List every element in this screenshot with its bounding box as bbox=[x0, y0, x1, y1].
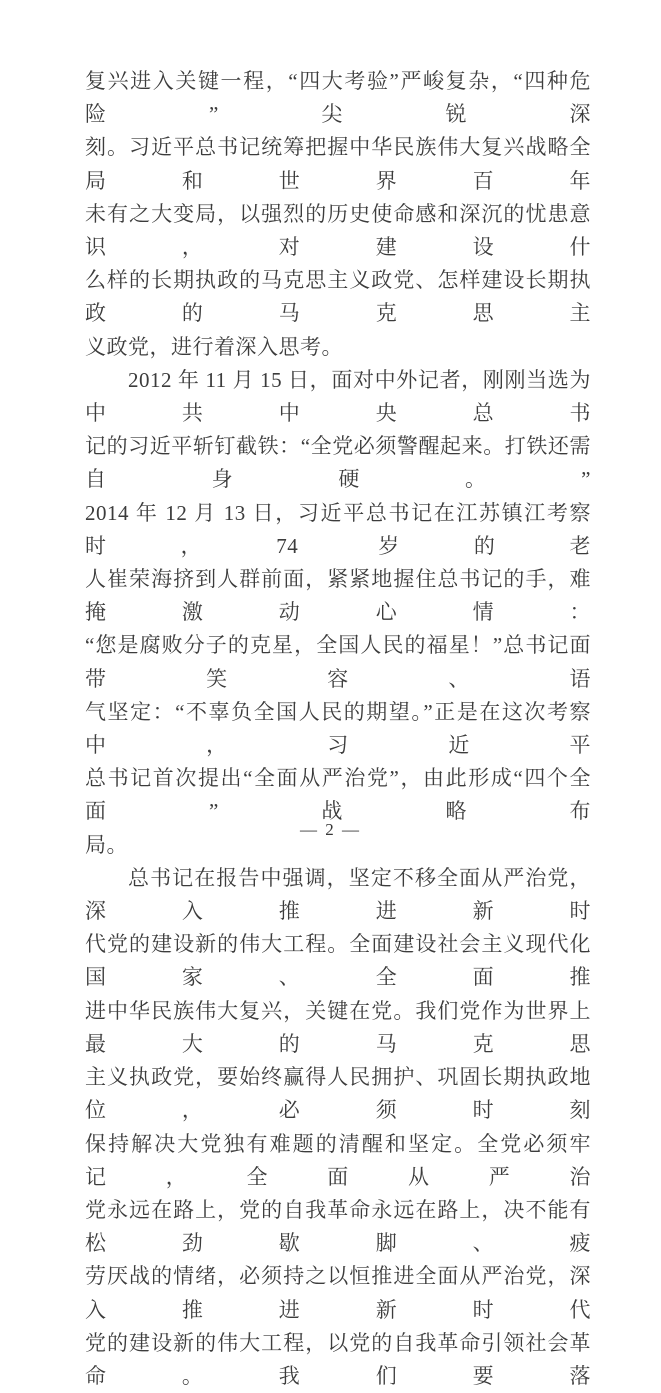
text-line: 2012 年 11 月 15 日，面对中外记者，刚刚当选为中共中央总书 bbox=[85, 367, 591, 426]
text-line: 复兴进入关键一程，“四大考验”严峻复杂，“四种危险”尖锐深 bbox=[85, 69, 591, 127]
text-line: 刻。习近平总书记统筹把握中华民族伟大复兴战略全局和世界百年 bbox=[85, 135, 591, 193]
text-line: 总书记首次提出“全面从严治党”，由此形成“四个全面”战略布 bbox=[85, 766, 591, 824]
text-line: 气坚定：“不辜负全国人民的期望。”正是在这次考察中，习近平 bbox=[85, 699, 591, 758]
text-line: 进中华民族伟大复兴，关键在党。我们党作为世界上最大的马克思 bbox=[85, 998, 591, 1056]
text-line: 义政党，进行着深入思考。 bbox=[85, 334, 343, 359]
text-line: 保持解决大党独有难题的清醒和坚定。全党必须牢记，全面从严治 bbox=[85, 1131, 591, 1189]
paragraph bbox=[85, 862, 591, 1393]
page-number: — 2 — bbox=[300, 820, 361, 839]
text-line: 党永远在路上，党的自我革命永远在路上，决不能有松劲歇脚、疲 bbox=[85, 1197, 591, 1256]
text-line: 劳厌战的情绪，必须持之以恒推进全面从严治党，深入推进新时代 bbox=[85, 1264, 591, 1322]
document-body bbox=[85, 65, 591, 1393]
text-line: 未有之大变局，以强烈的历史使命感和深沉的忧患意识，对建设什 bbox=[85, 201, 591, 260]
text-line: 人崔荣海挤到人群前面，紧紧地握住总书记的手，难掩激动心情： bbox=[85, 567, 591, 625]
text-line: 么样的长期执政的马克思主义政党、怎样建设长期执政的马克思主 bbox=[85, 268, 591, 326]
text-line: “您是腐败分子的克星，全国人民的福星！”总书记面带笑容、语 bbox=[85, 633, 591, 691]
text-line: 记的习近平斩钉截铁：“全党必须警醒起来。打铁还需自身硬。” bbox=[85, 434, 591, 492]
text-line: 党的建设新的伟大工程，以党的自我革命引领社会革命。我们要落 bbox=[85, 1330, 591, 1388]
text-line: 2014 年 12 月 13 日，习近平总书记在江苏镇江考察时，74 岁的老 bbox=[85, 500, 591, 558]
text-line: 代党的建设新的伟大工程。全面建设社会主义现代化国家、全面推 bbox=[85, 932, 591, 990]
paragraph bbox=[85, 364, 591, 862]
page-footer bbox=[0, 819, 661, 841]
text-line: 主义执政党，要始终赢得人民拥护、巩固长期执政地位，必须时刻 bbox=[85, 1065, 591, 1123]
text-line: 局。 bbox=[85, 832, 128, 857]
paragraph bbox=[85, 65, 591, 364]
text-line: 总书记在报告中强调，坚定不移全面从严治党，深入推进新时 bbox=[85, 865, 591, 924]
